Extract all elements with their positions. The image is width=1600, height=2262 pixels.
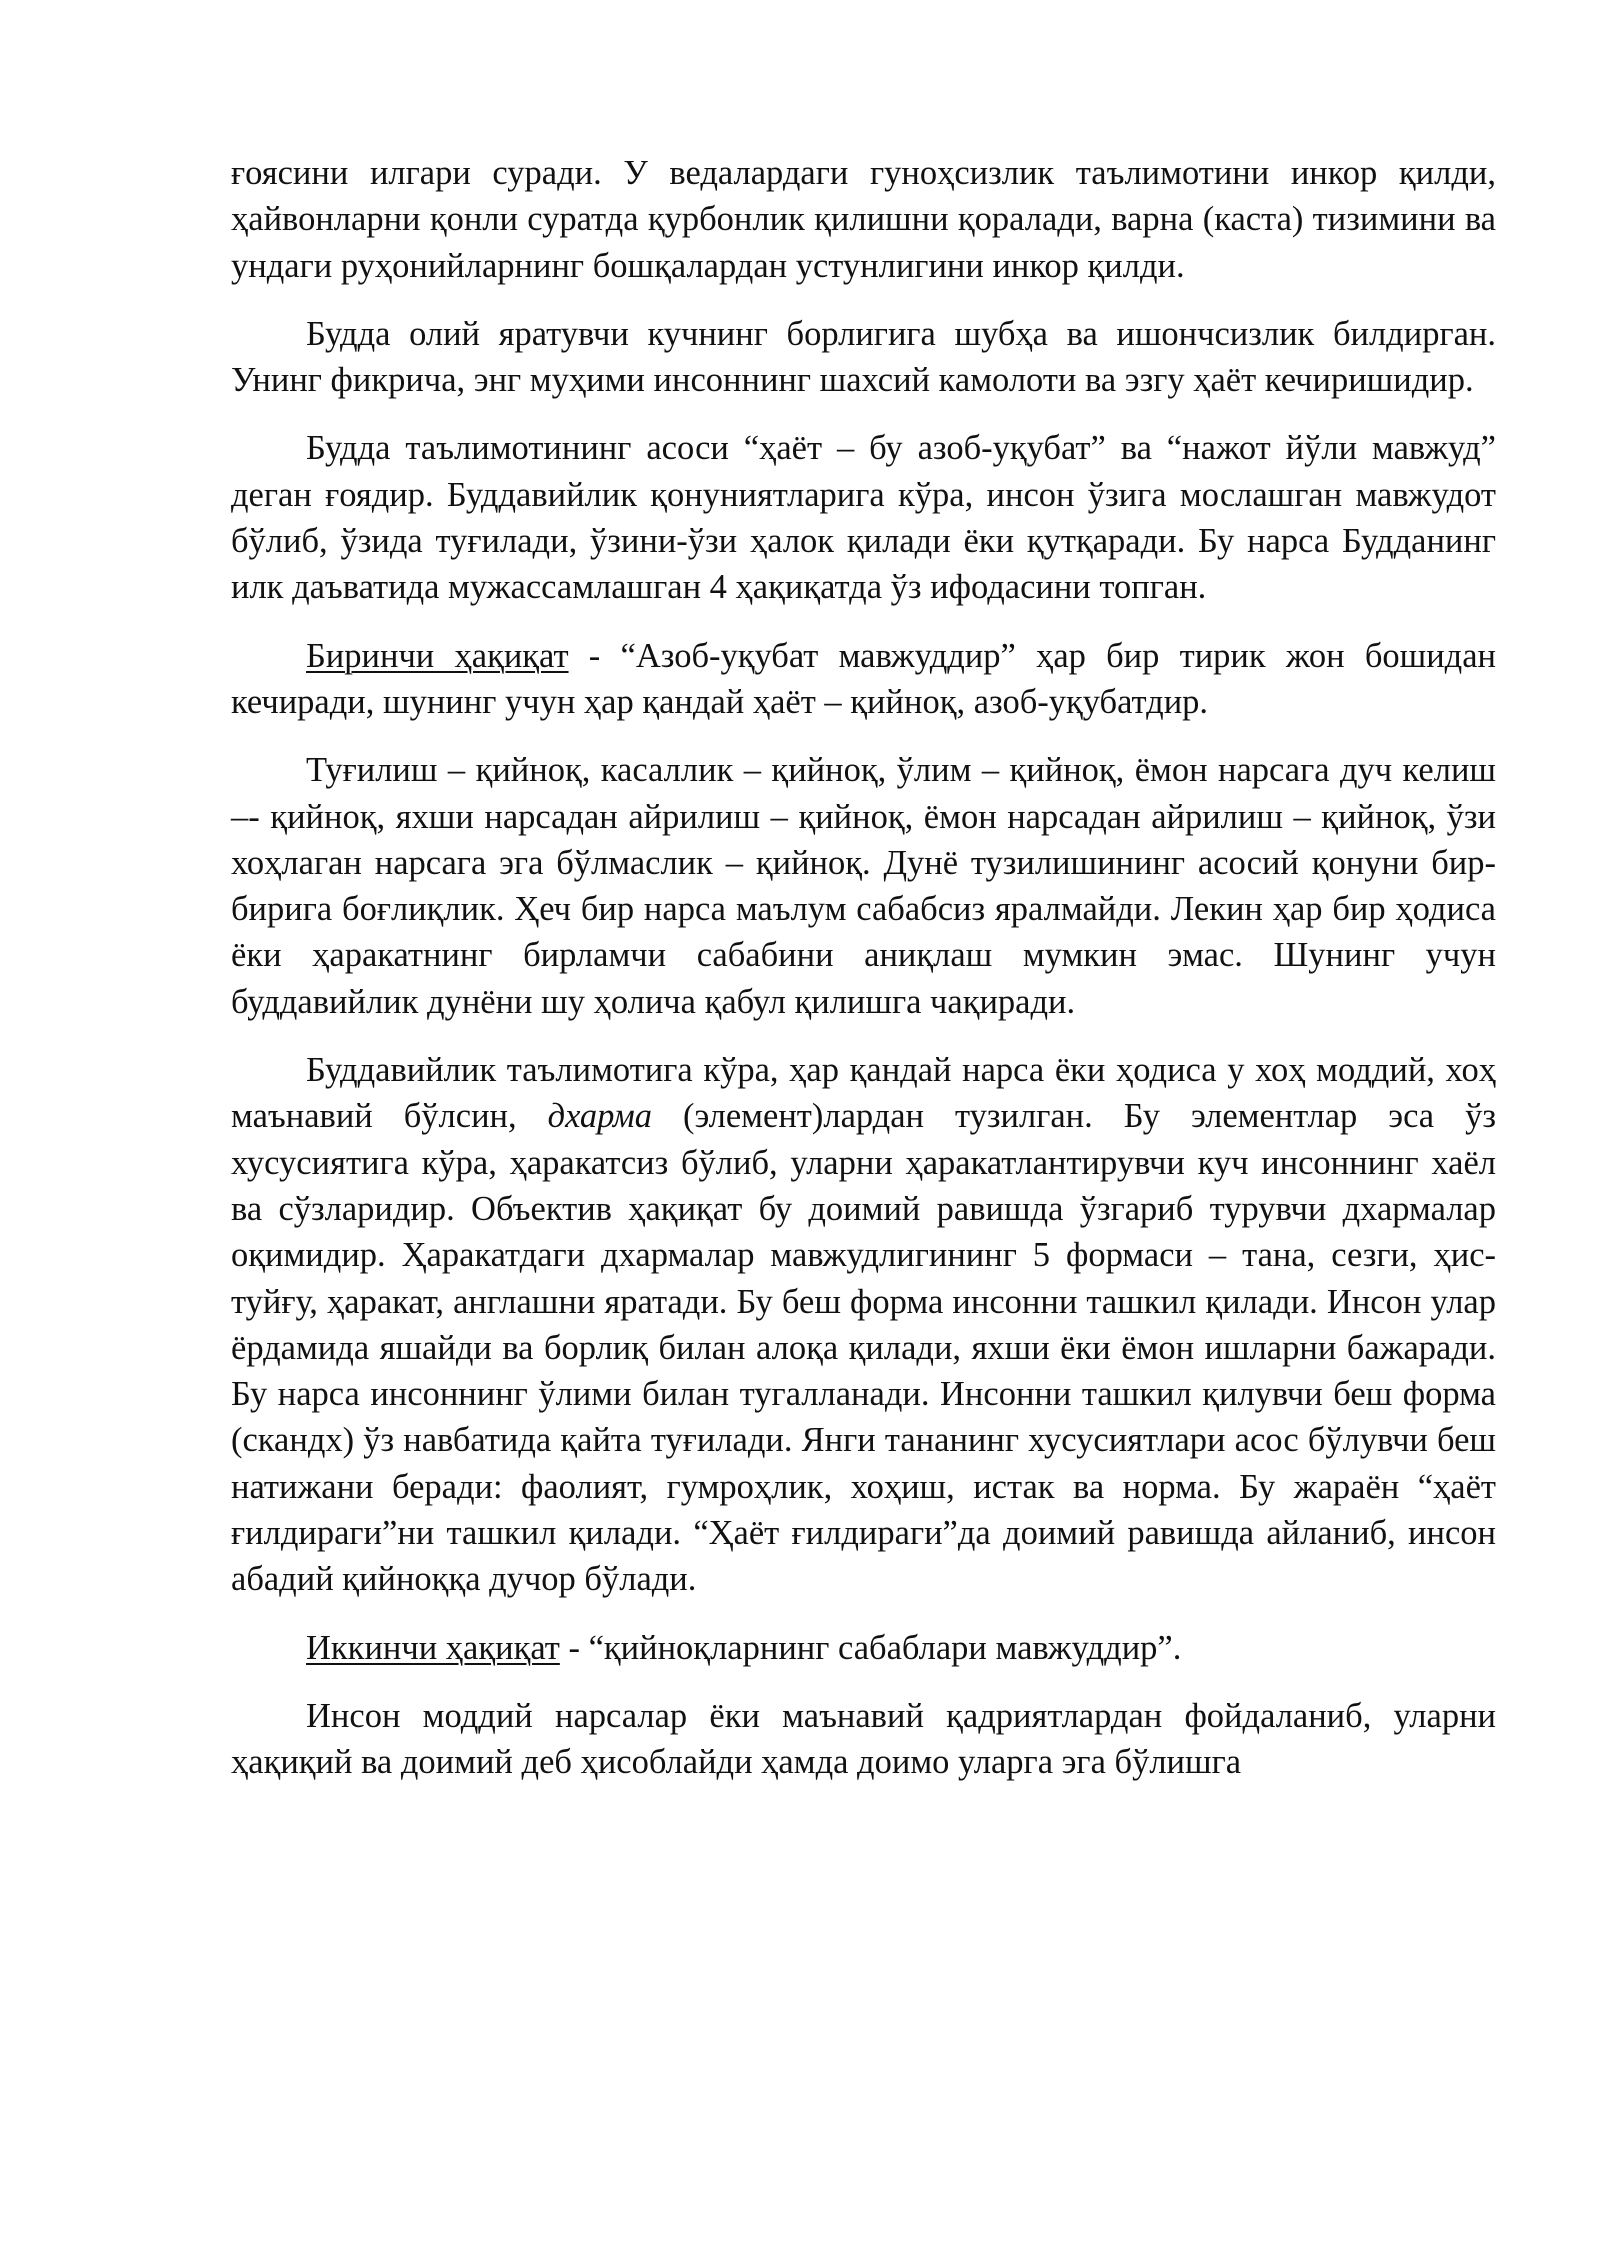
paragraph-text: Будда олий яратувчи кучнинг борлигига шубҳа ва ишончсизлик билдирган. Унинг фикрича, энг муҳими инсоннинг шахсий камолоти ва эзгу ҳаёт кечиришидир.: [231, 314, 1496, 400]
paragraph-buddha-doubt: [231, 311, 1496, 404]
first-truth-heading: Биринчи ҳақиқат: [306, 636, 569, 675]
paragraph-teaching-basis: [231, 425, 1496, 610]
second-truth-heading: Иккинчи ҳақиқат: [306, 1628, 560, 1667]
dharma-term: дхарма: [547, 1097, 652, 1136]
paragraph-first-truth: [231, 633, 1496, 726]
paragraph-text: Туғилиш – қийноқ, касаллик – қийноқ, ўлим – қийноқ, ёмон нарсага дуч келиш –- қийноқ, яхши нарсадан айрилиш – қийноқ, ёмон нарсадан айрилиш – қийноқ, ўзи хоҳлаган нарсага эга бўлмаслик – қийноқ. Дунё тузилишининг асосий қонуни бир-бирига боғлиқлик. Ҳеч бир нарса маълум сабабсиз яралмайди. Лекин ҳар бир ҳодиса ёки ҳаракатнинг бирламчи сабабини аниқлаш мумкин эмас. Шунинг учун буддавийлик дунёни шу ҳолича қабул қилишга чақиради.: [231, 751, 1496, 1021]
paragraph-text: Буддавийлик таълимотига кўра, ҳар қандай нарса ёки ҳодиса у хоҳ моддий, хоҳ маънавий бўлсин,: [231, 1051, 1496, 1136]
paragraph-text: ғоясини илгари суради. У ведалардаги гуноҳсизлик таълимотини инкор қилди, ҳайвонларни қонли суратда қурбонлик қилишни қоралади, варна (каста) тизимини ва ундаги руҳонийларнинг бошқалардан устунлигини инкор қилди.: [231, 154, 1496, 285]
paragraph-dharma: [231, 1047, 1496, 1603]
paragraph-continuation: [231, 150, 1496, 289]
paragraph-text: - “Азоб-уқубат мавжуддир” ҳар бир тирик жон бошидан кечиради, шунинг учун ҳар қандай ҳаёт – қийноқ, азоб-уқубатдир.: [231, 636, 1496, 721]
paragraph-suffering-list: [231, 747, 1496, 1025]
document-body: [231, 150, 1496, 1808]
paragraph-text: - “қийноқларнинг сабаблари мавжуддир”.: [559, 1628, 1182, 1667]
paragraph-second-truth: [231, 1625, 1496, 1671]
paragraph-text: (элемент)лардан тузилган. Бу элементлар эса ўз хусусиятига кўра, ҳаракатсиз бўлиб, уларни ҳаракатлантирувчи куч инсоннинг хаёл ва сўзларидир. Объектив ҳақиқат бу доимий равишда ўзгариб турувчи дхармалар оқимидир. Ҳаракатдаги дхармалар мавжудлигининг 5 формаси – тана, сезги, ҳис-туйғу, ҳаракат, англашни яратади. Бу беш форма инсонни ташкил қилади. Инсон улар ёрдамида яшайди ва борлиқ билан алоқа қилади, яхши ёки ёмон ишларни бажаради. Бу нарса инсоннинг ўлими билан тугалланади. Инсонни ташкил қилувчи беш форма (скандх) ўз навбатида қайта туғилади. Янги тананинг хусусиятлари асос бўлувчи беш натижани беради: фаолият, гумроҳлик, хоҳиш, истак ва норма. Бу жараён “ҳаёт ғилдираги”ни ташкил қилади. “Ҳаёт ғилдираги”да доимий равишда айланиб, инсон абадий қийноққа дучор бўлади.: [231, 1097, 1496, 1599]
paragraph-text: Инсон моддий нарсалар ёки маънавий қадриятлардан фойдаланиб, уларни ҳақиқий ва доимий деб ҳисоблайди ҳамда доимо уларга эга бўлишга: [231, 1696, 1496, 1782]
paragraph-text: Будда таълимотининг асоси “ҳаёт – бу азоб-уқубат” ва “нажот йўли мавжуд” деган ғоядир. Буддавийлик қонуниятларига кўра, инсон ўзига мослашган мавжудот бўлиб, ўзида туғилади, ўзини-ўзи ҳалок қилади ёки қутқаради. Бу нарса Будданинг илк даъватида мужассамлашган 4 ҳақиқатда ўз ифодасини топган.: [231, 429, 1496, 607]
paragraph-material-values: [231, 1693, 1496, 1786]
